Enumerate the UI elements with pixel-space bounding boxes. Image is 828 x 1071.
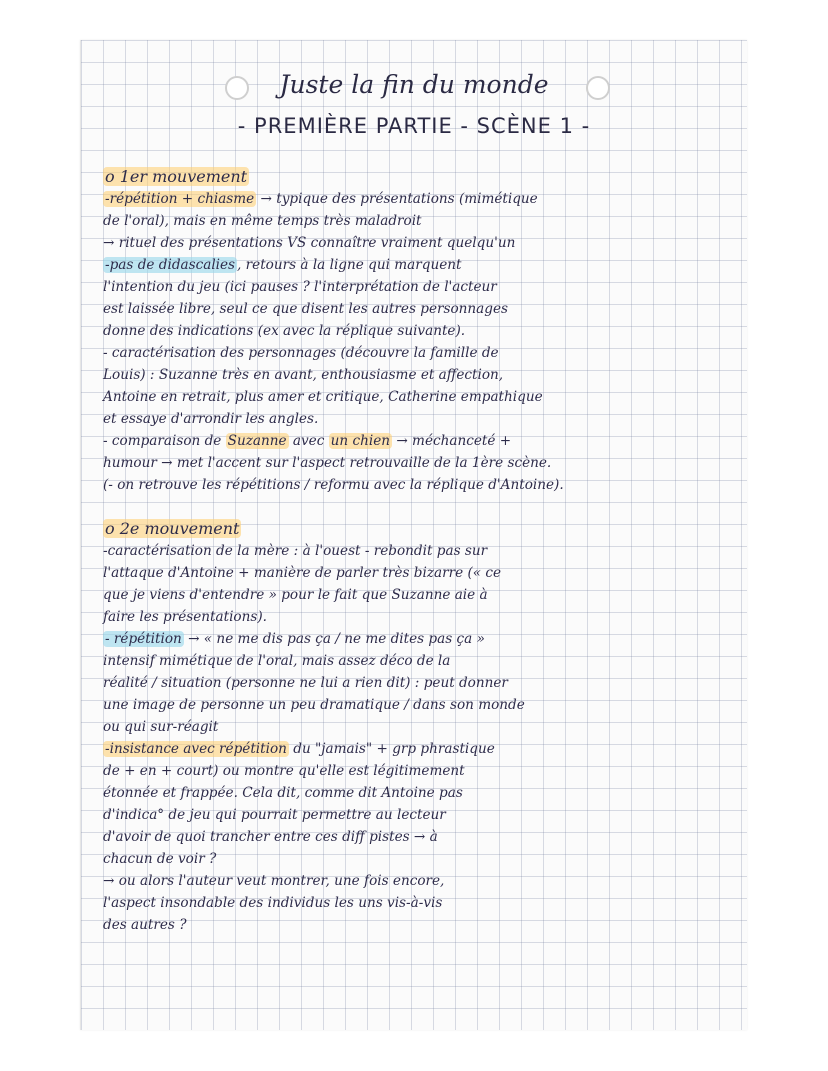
note-line: intensif mimétique de l'oral, mais assez déco de la [103, 653, 451, 669]
note-line: -caractérisation de la mère : à l'ouest - rebondit pas sur [103, 543, 488, 559]
page-subtitle: - PREMIÈRE PARTIE - SCÈNE 1 - [237, 114, 591, 138]
note-line: (- on retrouve les répétitions / reformu avec la réplique d'Antoine). [103, 477, 564, 493]
note-line: que je viens d'entendre » pour le fait que Suzanne aie à [103, 587, 488, 603]
note-line: Louis) : Suzanne très en avant, enthousiasme et affection, [103, 367, 504, 383]
note-line: humour → met l'accent sur l'aspect retrouvaille de la 1ère scène. [103, 455, 552, 471]
note-line: est laissée libre, seul ce que disent les autres personnages [103, 301, 508, 317]
note-line: chacun de voir ? [103, 851, 217, 867]
note-line: l'intention du jeu (ici pauses ? l'interprétation de l'acteur [103, 279, 497, 295]
note-line: et essaye d'arrondir les angles. [103, 411, 319, 427]
note-line: des autres ? [103, 917, 187, 933]
note-line: -insistance avec répétition du "jamais" + grp phrastique [105, 741, 495, 757]
note-line: une image de personne un peu dramatique / dans son monde [103, 697, 525, 713]
note-line: d'avoir de quoi trancher entre ces diff pistes → à [103, 829, 438, 845]
note-line: faire les présentations). [103, 609, 267, 625]
note-line: -pas de didascalies , retours à la ligne qui marquent [105, 257, 462, 273]
note-line: - caractérisation des personnages (découvre la famille de [103, 345, 499, 361]
section-heading-1: o 1er mouvement [105, 167, 248, 186]
note-line: donne des indications (ex avec la réplique suivante). [103, 323, 466, 339]
note-line: ou qui sur-réagit [103, 719, 219, 735]
note-line: -répétition + chiasme → typique des présentations (mimétique [105, 191, 538, 207]
note-line: étonnée et frappée. Cela dit, comme dit Antoine pas [103, 785, 463, 801]
note-line: - comparaison de Suzanne avec un chien → méchanceté + [103, 433, 512, 449]
note-line: l'attaque d'Antoine + manière de parler très bizarre (« ce [103, 565, 502, 581]
section-heading-2: o 2e mouvement [105, 519, 240, 538]
grid-paper-sheet [80, 40, 747, 1030]
note-line: d'indica° de jeu qui pourrait permettre au lecteur [103, 807, 446, 823]
note-line: l'aspect insondable des individus les uns vis-à-vis [103, 895, 443, 911]
spacer [103, 496, 743, 518]
page-title: Juste la fin du monde [279, 70, 549, 99]
note-line: Antoine en retrait, plus amer et critique, Catherine empathique [103, 389, 543, 405]
note-line: de + en + court) ou montre qu'elle est légitimement [103, 763, 465, 779]
note-line: réalité / situation (personne ne lui a rien dit) : peut donner [103, 675, 508, 691]
note-line: → rituel des présentations VS connaître vraiment quelqu'un [103, 235, 516, 251]
note-line: → ou alors l'auteur veut montrer, une fois encore, [103, 873, 445, 889]
note-line: - répétition → « ne me dis pas ça / ne me dites pas ça » [105, 631, 485, 647]
note-line: de l'oral), mais en même temps très maladroit [103, 213, 422, 229]
notes-body [103, 166, 743, 936]
